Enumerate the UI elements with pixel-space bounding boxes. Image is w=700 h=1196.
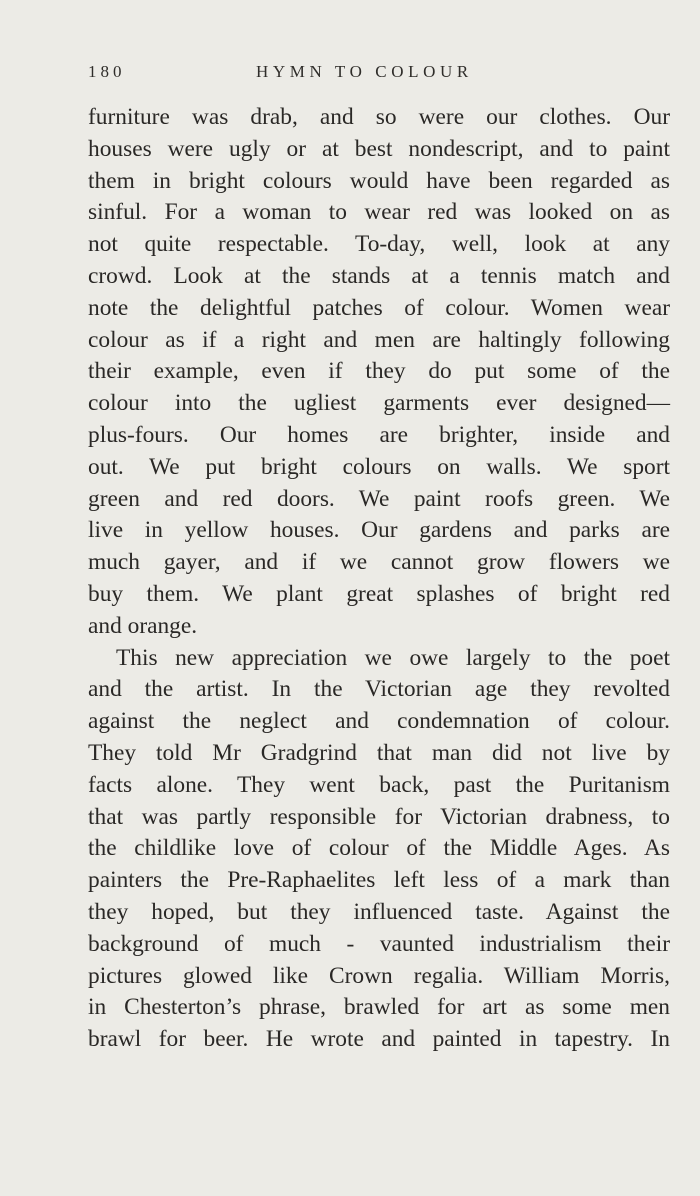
text-line: buy them. We plant great splashes of bright red xyxy=(88,580,670,607)
text-line: against the neglect and condemnation of colour. xyxy=(88,708,670,735)
text-line: the childlike love of colour of the Middle Ages. As xyxy=(88,835,670,862)
text-line: background of much - vaunted industrialism their xyxy=(88,930,670,957)
text-line: sinful. For a woman to wear red was looked on as xyxy=(88,199,670,226)
text-line: plus-fours. Our homes are brighter, inside and xyxy=(88,421,670,448)
text-line: facts alone. They went back, past the Puritanism xyxy=(88,771,670,798)
text-line: live in yellow houses. Our gardens and parks are xyxy=(88,517,670,544)
text-line: green and red doors. We paint roofs green. We xyxy=(88,485,670,512)
text-line: colour as if a right and men are haltingly following xyxy=(88,326,670,353)
text-line: colour into the ugliest garments ever designed— xyxy=(88,390,670,417)
paragraph-2 xyxy=(88,643,670,1056)
text-line: brawl for beer. He wrote and painted in tapestry. In xyxy=(88,1026,670,1053)
text-line: much gayer, and if we cannot grow flowers we xyxy=(88,549,670,576)
text-line: crowd. Look at the stands at a tennis match and xyxy=(88,262,670,289)
text-line: pictures glowed like Crown regalia. William Morris, xyxy=(88,962,670,989)
text-line: and the artist. In the Victorian age they revolted xyxy=(88,676,670,703)
paragraph-1 xyxy=(88,102,670,643)
body-text xyxy=(88,102,670,1056)
running-head xyxy=(88,62,670,88)
text-line: note the delightful patches of colour. Women wear xyxy=(88,294,670,321)
text-line: and orange. xyxy=(88,612,198,639)
text-line: furniture was drab, and so were our clothes. Our xyxy=(88,104,670,130)
text-line: that was partly responsible for Victorian drabness, to xyxy=(88,803,670,830)
text-line: out. We put bright colours on walls. We sport xyxy=(88,453,670,480)
text-line: This new appreciation we owe largely to the poet xyxy=(116,644,670,671)
text-line: their example, even if they do put some of the xyxy=(88,358,670,385)
text-line: They told Mr Gradgrind that man did not live by xyxy=(88,739,670,766)
text-line: they hoped, but they influenced taste. Against the xyxy=(88,898,670,925)
text-line: not quite respectable. To-day, well, look at any xyxy=(88,231,670,258)
page-number: 180 xyxy=(88,62,126,81)
text-line: painters the Pre-Raphaelites left less of a mark than xyxy=(88,867,670,894)
text-line: houses were ugly or at best nondescript, and to paint xyxy=(88,135,670,162)
text-line: in Chesterton’s phrase, brawled for art as some men xyxy=(88,994,670,1021)
text-line: them in bright colours would have been regarded as xyxy=(88,167,670,194)
running-title: HYMN TO COLOUR xyxy=(256,62,473,81)
